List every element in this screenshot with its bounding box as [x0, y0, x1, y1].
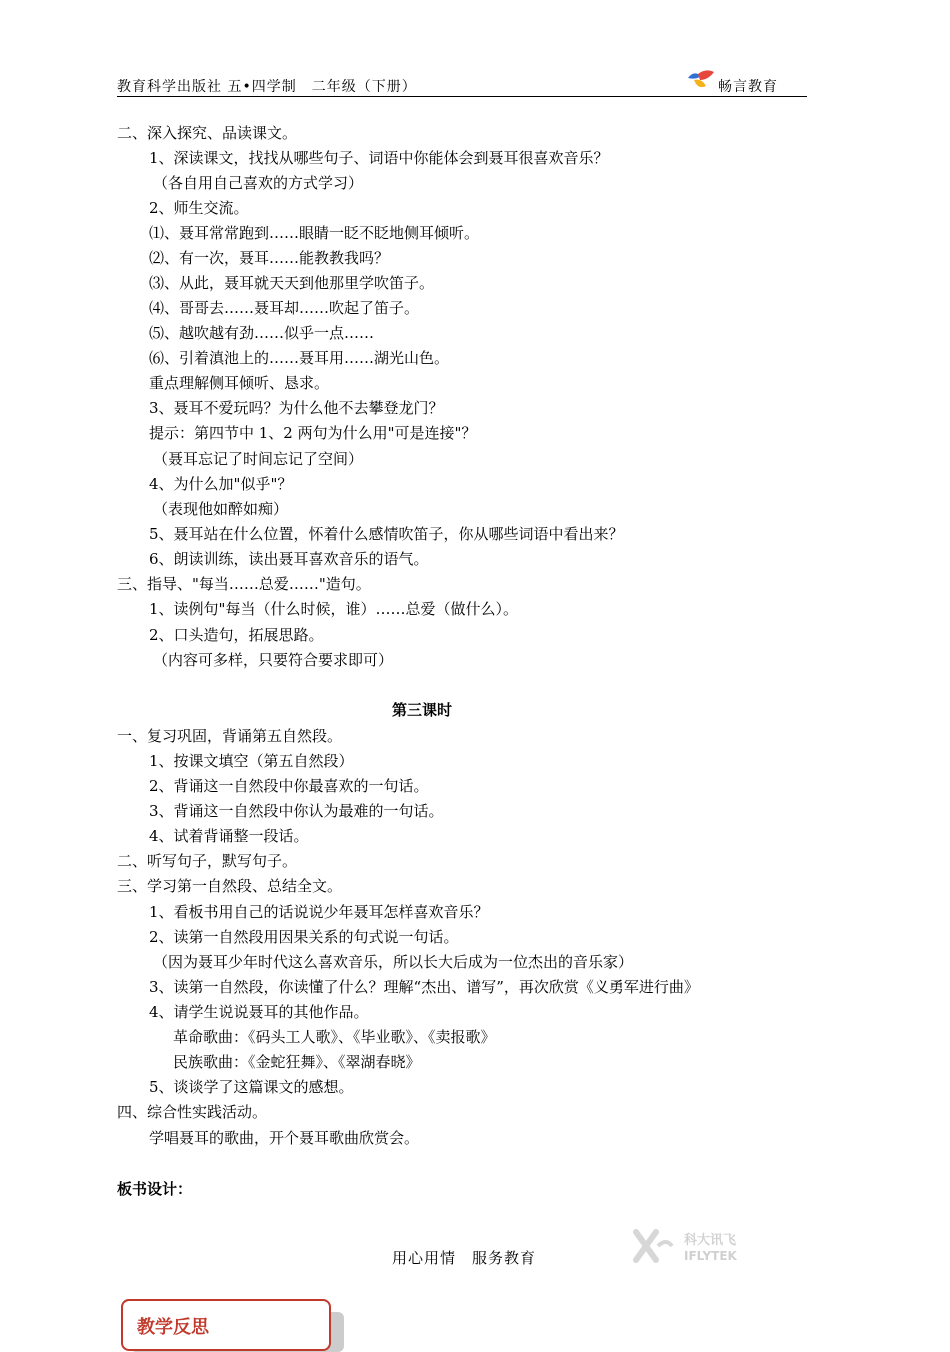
text-line: 2、背诵这一自然段中你最喜欢的一句话。 — [149, 777, 429, 795]
text-line: ⑹、引着滇池上的……聂耳用……湖光山色。 — [149, 349, 450, 367]
text-line: ⑸、越吹越有劲……似乎一点…… — [149, 324, 375, 342]
text-line: 5、谈谈学了这篇课文的感想。 — [149, 1078, 354, 1096]
text-line: （内容可多样，只要符合要求即可） — [153, 651, 394, 669]
text-line: 4、为什么加"似乎"？ — [149, 475, 293, 493]
text-line: 2、读第一自然段用因果关系的句式说一句话。 — [149, 928, 459, 946]
text-line: 2、口头造句，拓展思路。 — [149, 626, 324, 644]
iflytek-watermark-logo — [632, 1228, 764, 1264]
section-heading: 二、听写句子，默写句子。 — [117, 852, 298, 870]
section-heading: 二、深入探究、品读课文。 — [117, 124, 298, 142]
footer-slogan: 用心用情 服务教育 — [392, 1249, 537, 1267]
text-line: 重点理解侧耳倾听、恳求。 — [149, 374, 330, 392]
text-line: 提示：第四节中 1、2 两句为什么用"可是连接"？ — [149, 424, 477, 442]
text-line: （表现他如醉如痴） — [153, 500, 289, 518]
text-line: （各自用自己喜欢的方式学习） — [153, 174, 364, 192]
text-line: 2、师生交流。 — [149, 199, 249, 217]
text-line: 1、看板书用自己的话说说少年聂耳怎样喜欢音乐？ — [149, 903, 489, 921]
teaching-reflection-label: 教学反思 — [137, 1317, 209, 1338]
text-line: 民族歌曲：《金蛇狂舞》、《翠湖春晓》 — [173, 1053, 421, 1071]
text-line: ⑶、从此，聂耳就天天到他那里学吹笛子。 — [149, 274, 435, 292]
teaching-reflection-box — [121, 1299, 331, 1351]
text-line: 3、读第一自然段，你读懂了什么？理解“杰出、谱写”，再次欣赏《义勇军进行曲》 — [149, 978, 699, 996]
text-line: 1、深读课文，找找从哪些句子、词语中你能体会到聂耳很喜欢音乐？ — [149, 149, 609, 167]
text-line: 4、请学生说说聂耳的其他作品。 — [149, 1003, 369, 1021]
text-line: ⑵、有一次，聂耳……能教教我吗？ — [149, 249, 390, 267]
header-brand: 畅言教育 — [718, 79, 778, 95]
watermark-en: IFLYTEK — [684, 1249, 737, 1263]
text-line: 3、背诵这一自然段中你认为最难的一句话。 — [149, 802, 444, 820]
text-line: 5、聂耳站在什么位置，怀着什么感情吹笛子，你从哪些词语中看出来？ — [149, 525, 624, 543]
text-line: 3、聂耳不爱玩吗？为什么他不去攀登龙门？ — [149, 399, 444, 417]
text-line: ⑷、哥哥去……聂耳却……吹起了笛子。 — [149, 299, 420, 317]
changyan-logo-icon — [686, 68, 716, 92]
text-line: （聂耳忘记了时间忘记了空间） — [153, 450, 364, 468]
watermark-cn: 科大讯飞 — [684, 1233, 737, 1248]
text-line: 学唱聂耳的歌曲，开个聂耳歌曲欣赏会。 — [149, 1129, 420, 1147]
section-heading: 一、复习巩固，背诵第五自然段。 — [117, 727, 343, 745]
board-design-heading: 板书设计： — [117, 1180, 193, 1198]
header-publisher: 教育科学出版社 五•四学制 二年级（下册） — [117, 79, 417, 95]
text-line: （因为聂耳少年时代这么喜欢音乐，所以长大后成为一位杰出的音乐家） — [153, 953, 634, 971]
text-line: 1、按课文填空（第五自然段） — [149, 752, 354, 770]
text-line: 革命歌曲：《码头工人歌》、《毕业歌》、《卖报歌》 — [173, 1028, 496, 1046]
header-divider — [117, 96, 807, 97]
text-line: 1、读例句"每当（什么时候，谁）……总爱（做什么）。 — [149, 600, 518, 618]
text-line: 6、朗读训练，读出聂耳喜欢音乐的语气。 — [149, 550, 429, 568]
section-heading: 三、学习第一自然段、总结全文。 — [117, 877, 343, 895]
section-heading: 三、指导、"每当……总爱……"造句。 — [117, 575, 371, 593]
section-heading: 四、综合性实践活动。 — [117, 1103, 268, 1121]
text-line: ⑴、聂耳常常跑到……眼睛一眨不眨地侧耳倾听。 — [149, 224, 480, 242]
text-line: 4、试着背诵整一段话。 — [149, 827, 309, 845]
lesson-title: 第三课时 — [392, 701, 453, 719]
